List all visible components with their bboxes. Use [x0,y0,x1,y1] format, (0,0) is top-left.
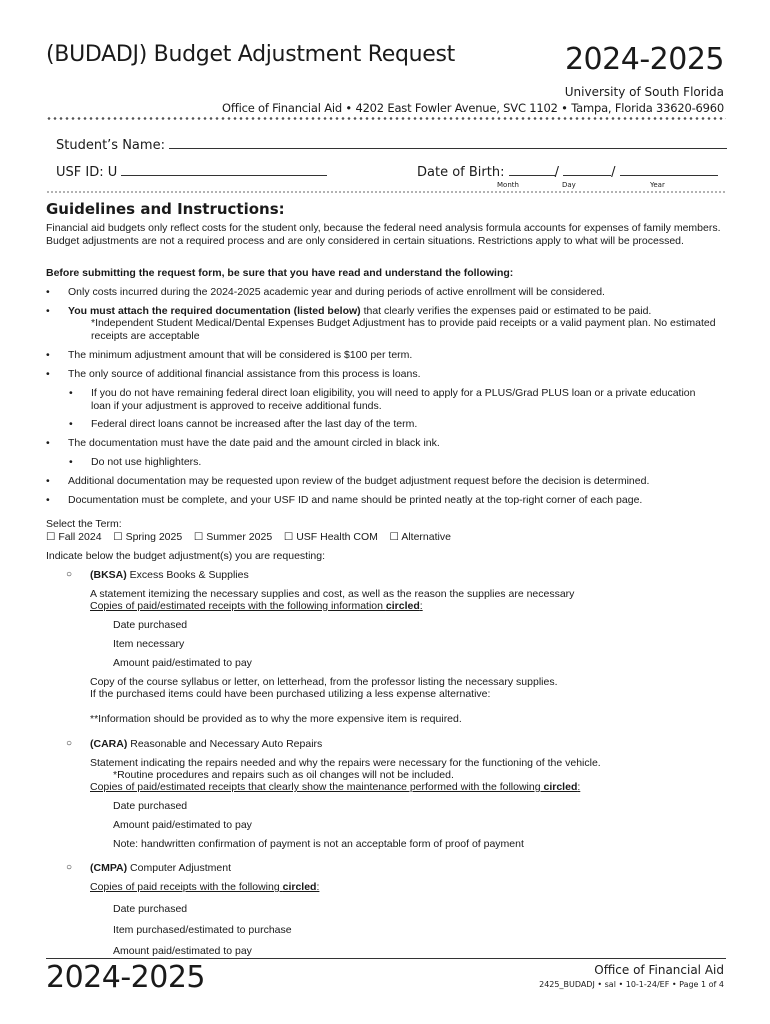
month-sublabel: Month [497,181,519,189]
cara-item-1: Date purchased [113,800,188,812]
bksa-alternative: If the purchased items could have been purchased utilizing a less expense alternative: [90,688,491,700]
usf-id-row [56,163,327,180]
dob-month-field[interactable] [509,163,555,176]
student-name-row [56,136,727,153]
usf-id-field[interactable] [121,163,327,176]
footer-divider [46,958,726,959]
checkbox-icon: ☐ [193,531,204,543]
sub-bullet-4a: • [69,387,73,399]
checkbox-icon: ☐ [389,531,399,543]
form-year: 2024-2025 [564,42,724,77]
term-option-fall[interactable]: ☐ Fall 2024 [46,531,102,543]
bksa-receipts: Copies of paid/estimated receipts with the following information circled: [90,600,423,612]
term-option-spring[interactable]: ☐ Spring 2025 [113,531,183,543]
term-option-usf-health[interactable]: ☐ USF Health COM [283,531,378,543]
guidelines-heading: Guidelines and Instructions: [46,200,285,218]
bksa-info: **Information should be provided as to why the more expensive item is required. [90,713,462,725]
before-submitting: Before submitting the request form, be sure that you have read and understand the following: [46,267,514,279]
bksa-syllabus: Copy of the course syllabus or letter, on letterhead, from the professor listing the necessary supplies. [90,676,558,688]
bullet-4: • [46,368,50,380]
cmpa-item-1: Date purchased [113,903,188,915]
dob-year-field[interactable] [620,163,718,176]
bksa-statement: A statement itemizing the necessary supplies and cost, as well as the reason the supplies are necessary [90,588,575,600]
cara-routine: *Routine procedures and repairs such as oil changes will not be included. [113,769,454,781]
footer-year: 2024-2025 [46,960,206,995]
bullet-2: • [46,305,50,317]
bullet-1: • [46,286,50,298]
cara-statement: Statement indicating the repairs needed and why the repairs were necessary for the functioning of the vehicle. [90,757,601,769]
cara-receipts: Copies of paid/estimated receipts that clearly show the maintenance performed with the following circled: [90,781,581,793]
cmpa-ring-bullet: ○ [66,862,73,873]
year-sublabel: Year [650,181,665,189]
university-name: University of South Florida [564,85,724,99]
term-options [46,531,726,544]
cara-title[interactable]: (CARA) Reasonable and Necessary Auto Repairs [90,738,323,750]
cmpa-item-2: Item purchased/estimated to purchase [113,924,292,936]
guideline-2-rest: that clearly verifies the expenses paid or estimated to be paid. [360,305,652,317]
guideline-6: Additional documentation may be requested upon review of the budget adjustment request before the decision is determined. [68,475,650,487]
footer-office: Office of Financial Aid [594,963,724,977]
checkbox-icon: ☐ [283,531,294,543]
guideline-2-bold: You must attach the required documentation (listed below) [68,305,361,317]
guideline-4a: If you do not have remaining federal direct loan eligibility, you will need to apply for a PLUS/Grad PLUS loan or a private education loan if your adjustment is approved to receive additional funds. [91,387,696,412]
bksa-item-2: Item necessary [113,638,185,650]
cmpa-title[interactable]: (CMPA) Computer Adjustment [90,862,232,874]
cara-ring-bullet: ○ [66,738,73,749]
bullet-7: • [46,494,50,506]
guideline-3: The minimum adjustment amount that will be considered is $100 per term. [68,349,413,361]
bksa-title[interactable]: (BKSA) Excess Books & Supplies [90,569,249,581]
checkbox-icon: ☐ [46,531,56,543]
bullet-3: • [46,349,50,361]
bksa-item-1: Date purchased [113,619,188,631]
sub-bullet-5a: • [69,456,73,468]
guideline-7: Documentation must be complete, and your USF ID and name should be printed neatly at the top-right corner of each page. [68,494,643,506]
guideline-4: The only source of additional financial assistance from this process is loans. [68,368,421,380]
indicate-label: Indicate below the budget adjustment(s) you are requesting: [46,550,326,562]
bksa-ring-bullet: ○ [66,569,73,580]
office-address: Office of Financial Aid • 4202 East Fowler Avenue, SVC 1102 • Tampa, Florida 33620-6960 [222,101,724,115]
guideline-2-note: *Independent Student Medical/Dental Expenses Budget Adjustment has to provide paid receipts or a valid payment plan. No estimated receipts are acceptable [91,317,716,342]
checkbox-icon: ☐ [113,531,123,543]
cmpa-item-3: Amount paid/estimated to pay [113,945,252,957]
dob-label: Date of Birth: [417,165,505,180]
term-option-summer[interactable]: ☐ Summer 2025 [193,531,273,543]
guideline-4b: Federal direct loans cannot be increased after the last day of the term. [91,418,418,430]
header-divider [46,117,726,120]
sub-bullet-4b: • [69,418,73,430]
dob-day-field[interactable] [563,163,611,176]
cara-item-2: Amount paid/estimated to pay [113,819,252,831]
day-sublabel: Day [562,181,576,189]
cara-note: Note: handwritten confirmation of payment is not an acceptable form of proof of payment [113,838,524,850]
form-title: (BUDADJ) Budget Adjustment Request [46,42,455,67]
guideline-2 [68,305,718,318]
fields-divider [46,191,726,193]
footer-form-code: 2425_BUDADJ • sal • 10-1-24/EF • Page 1 of 4 [539,980,724,989]
bksa-item-3: Amount paid/estimated to pay [113,657,252,669]
student-name-label: Student’s Name: [56,138,165,153]
guideline-5: The documentation must have the date paid and the amount circled in black ink. [68,437,440,449]
usf-id-label: USF ID: U [56,165,118,180]
term-label: Select the Term: [46,518,122,530]
guidelines-intro: Financial aid budgets only reflect costs for the student only, because the federal need analysis formula accounts for expenses of family members. Budget adjustments are not a required process and are only considered in certain situations. Restrictions apply to what will be processed. [46,222,721,247]
cmpa-receipts: Copies of paid receipts with the following circled: [90,881,320,893]
student-name-field[interactable] [169,136,727,149]
bullet-6: • [46,475,50,487]
bullet-5: • [46,437,50,449]
term-option-alternative[interactable]: ☐ Alternative [389,531,451,543]
dob-row: Date of Birth: / / [417,163,718,180]
guideline-5a: Do not use highlighters. [91,456,202,468]
guideline-1: Only costs incurred during the 2024-2025 academic year and during periods of active enrollment will be considered. [68,286,605,298]
